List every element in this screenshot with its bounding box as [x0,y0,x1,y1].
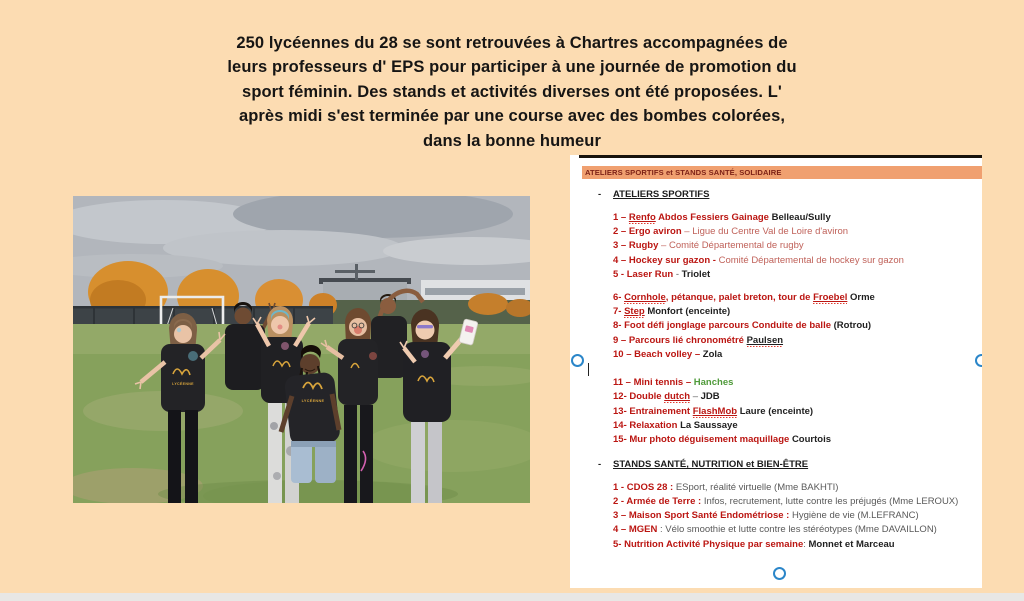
text-segment: Laure (enceinte) [739,405,814,417]
text-segment: Cornhole [624,292,666,304]
text-segment: – Ligue du Centre Val de Loire d'aviron [684,226,849,238]
text-segment: Paulsen [746,334,784,346]
selection-handle-right[interactable] [975,354,982,367]
text-segment: JDB [700,391,720,403]
text-segment: Step [624,306,645,318]
text-segment: 13- Entrainement [613,405,693,417]
tshirt-logo-text: LYCÉENNE [172,382,194,386]
intro-line: dans la bonne humeur [422,131,602,150]
text-segment: Hygiène de vie (M.LEFRANC) [791,510,919,522]
text-segment: Abdos Fessiers Gainage [655,212,772,223]
text-segment: Comité Départemental de hockey sur gazon [718,254,904,266]
text-segment: 2 - Armée de Terre : [613,496,704,508]
section-title: ATELIERS SPORTIFS [613,189,710,200]
text-segment: Monnet et Marceau [808,538,895,550]
text-segment: 11 – Mini tennis – [613,377,694,389]
text-segment: dutch [664,391,691,403]
document-line [570,254,982,268]
document-line [570,348,982,362]
text-segment: Zola [702,348,723,360]
text-segment: 15- Mur photo déguisement maquillage [613,434,792,446]
document-line [570,305,982,319]
text-segment: Monfort (enceinte) [647,306,731,318]
document-line [570,509,982,523]
selection-handle-left[interactable] [571,354,584,367]
document-header: ATELIERS SPORTIFS et STANDS SANTÉ, SOLIDAIRE [582,166,982,179]
text-segment: 10 – Beach volley – [613,348,703,360]
text-segment: 12- Double [613,391,665,403]
text-segment: 7- [613,306,625,318]
text-cursor-line [570,362,982,376]
text-segment: 1 - CDOS 28 : [613,481,676,493]
text-segment: 3 – Maison Sport Santé Endométriose : [613,510,792,522]
text-segment: : Vélo smoothie et lutte contre les stéréotypes (Mme DAVAILLON) [660,524,937,536]
text-segment: (Rotrou) [833,320,872,332]
text-segment: 4 – MGEN [613,524,660,536]
selection-handle-bottom[interactable] [773,567,786,580]
document-line [570,495,982,509]
text-segment: 5 - Laser Run [613,268,676,280]
text-segment: Froebel [813,292,848,304]
text-segment: 5- Nutrition Activité Physique par semaine [613,538,804,550]
text-segment: Triolet [681,268,711,280]
text-segment: 3 – Rugby [613,240,662,252]
document-line [570,334,982,348]
list-marker: - [598,189,602,200]
document-panel [570,155,982,588]
document-line [570,419,982,433]
document-line [570,405,982,419]
text-segment: ESport, réalité virtuelle (Mme BAKHTI) [675,481,839,493]
text-segment: Orme [850,292,875,304]
section-title-row [570,458,982,472]
text-segment: La Saussaye [680,419,738,431]
text-cursor [588,363,589,376]
intro-line: 250 lycéennes du 28 se sont retrouvées à Chartres accompagnées de [236,34,788,52]
text-segment: FlashMob [692,405,738,417]
document-line [570,433,982,447]
intro-line: leurs professeurs d' EPS pour participer à une journée de promotion du [227,58,797,77]
text-segment: Renfo [628,212,656,223]
document-line [570,225,982,239]
document-line [570,319,982,333]
intro-line: sport féminin. Des stands et activités diverses ont été proposées. L' [242,82,782,101]
text-segment: 9 – Parcours lié chronométré [613,334,747,346]
document-line [570,390,982,404]
text-segment: 2 – Ergo aviron [613,226,685,238]
text-segment: : [803,538,809,550]
section-title: STANDS SANTÉ, NUTRITION et BIEN-ÊTRE [613,459,809,471]
document-line [570,239,982,253]
text-segment: 1 – [613,212,629,223]
document-line [570,376,982,390]
document-line [570,211,982,225]
document-line [570,538,982,552]
intro-line: après midi s'est terminée par une course avec des bombes colorées, [238,107,786,126]
text-segment: – Comité Départemental de rugby [661,240,804,252]
text-segment: , pétanque, palet breton, tour de [665,292,814,304]
document-list [570,188,982,552]
text-segment: 14- Relaxation [613,419,681,431]
text-segment: Infos, recrutement, lutte contre les préjugés (Mme LEROUX) [703,496,959,508]
text-segment: Hanches [693,377,734,389]
tshirt-logo-text: LYCÉENNE [301,399,325,403]
list-marker: - [598,459,602,471]
document-line [570,268,982,282]
text-segment: Belleau/Sully [771,212,831,223]
intro-paragraph [0,31,1024,153]
group-photo-illustration [73,196,530,503]
text-segment: Courtois [791,434,831,446]
text-segment: - [675,268,682,280]
bottom-edge-strip [0,593,1024,601]
document-line [570,481,982,495]
text-segment: 4 – Hockey sur gazon - [613,254,719,266]
document-line [570,523,982,537]
group-photo [73,196,530,503]
section-title-row [570,188,982,202]
text-segment: 8- Foot défi jonglage parcours Conduite de balle [613,320,834,332]
text-segment: 6- [613,292,625,304]
text-segment: – [690,391,701,403]
document-top-border [579,155,982,158]
document-line [570,291,982,305]
